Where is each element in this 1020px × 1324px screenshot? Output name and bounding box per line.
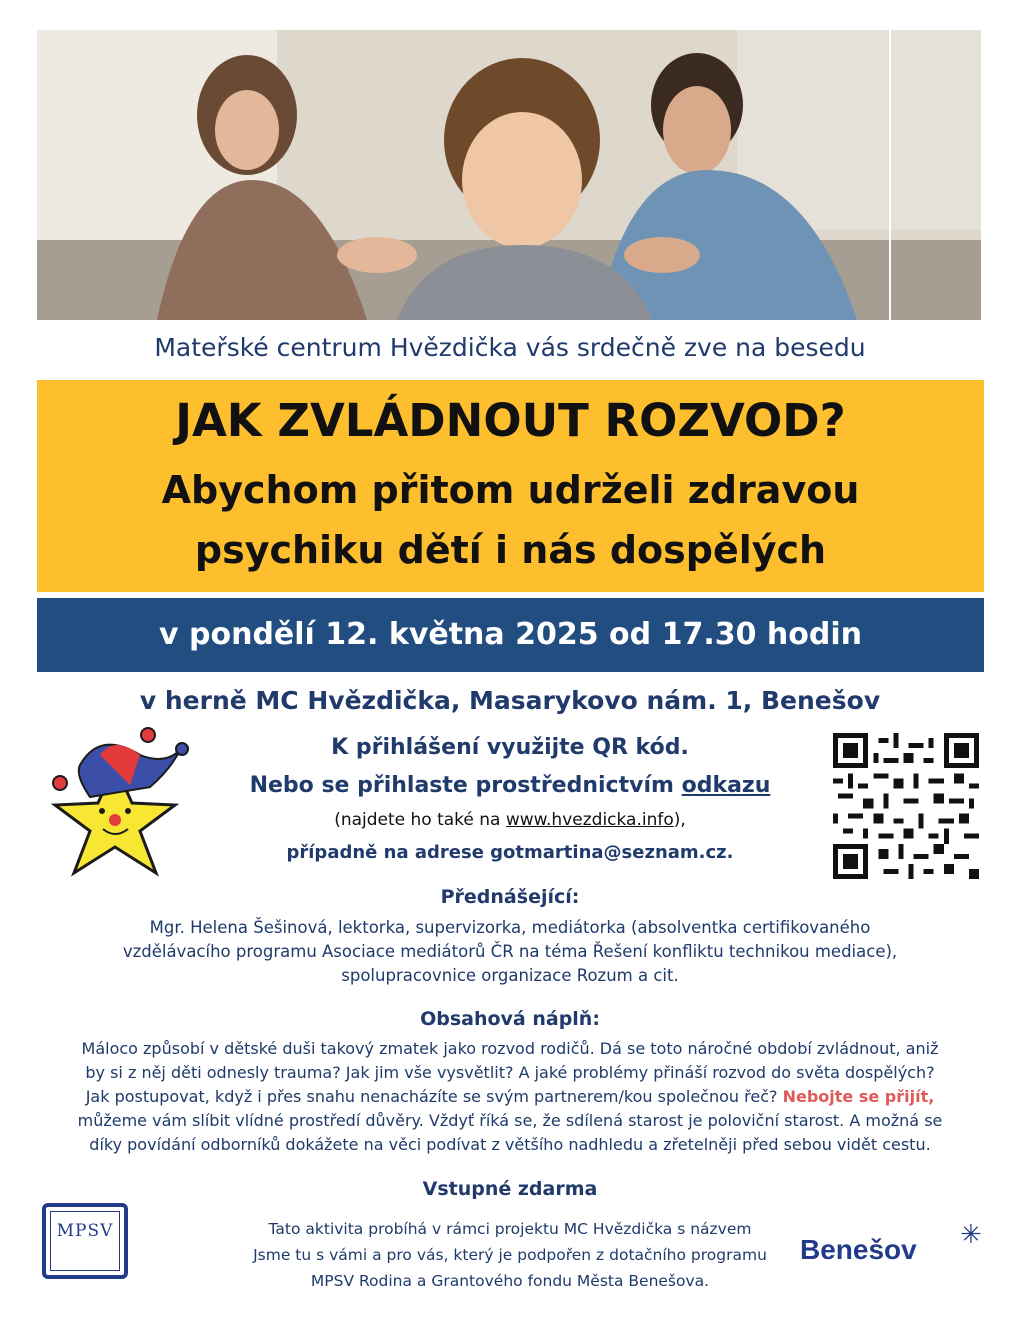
lecturer-description: Mgr. Helena Šešinová, lektorka, supervizorka, mediátorka (absolventka certifikovaného vzdělávacího programu Asociace mediátorů ČR na téma Řešení konfliktu technikou mediace), spolupracovnice organizace Rozum a cit. xyxy=(122,918,898,985)
benesov-logo: Benešov ✳ xyxy=(800,1220,982,1265)
headline-subtitle-line-1: Abychom přitom udrželi zdravou xyxy=(161,468,860,512)
website-note: (najdete ho také na www.hvezdicka.info), xyxy=(334,810,686,830)
star-icon: ✳ xyxy=(960,1220,982,1250)
lecturer-heading: Přednášející: xyxy=(440,886,580,908)
admission-note: Vstupné zdarma xyxy=(422,1178,598,1200)
footer-text: Tato aktivita probíhá v rámci projektu MC Hvězdička s názvem Jsme tu s vámi a pro vás, který je podpořen z dotačního programu MPSV Rodina a Grantového fondu Města Benešova. xyxy=(253,1220,767,1290)
headline-subtitle-line-2: psychiku dětí i nás dospělých xyxy=(194,528,827,572)
content-heading: Obsahová náplň: xyxy=(420,1008,600,1030)
hero-photo xyxy=(37,30,981,320)
link-instruction: Nebo se přihlaste prostřednictvím odkazu xyxy=(249,773,771,798)
headline-banner xyxy=(37,380,984,592)
mpsv-logo: MPSV xyxy=(42,1203,128,1279)
email-line: případně na adrese gotmartina@seznam.cz. xyxy=(286,842,734,863)
content-description: Máloco způsobí v dětské duši takový zmatek jako rozvod rodičů. Dá se toto náročné období zvládnout, aniž by si z něj děti odnesly trauma? Jak jim vše vysvětlit? A jaké problémy přináší rozvod do světa dospělých? Jak postupovat, když i přes snahu nenacházíte se svým partnerem/kou společnou řeč? Nebojte se přijít, můžeme vám slíbit vlídné prostředí důvěry. Vždyť říká se, že sdílená starost je poloviční starost. A možná se díky povídání odborníků dokážete na věci podívat z většího nadhledu a zřetelněji před sebou vidět cestu. xyxy=(77,1039,943,1154)
highlight-text: Nebojte se přijít, xyxy=(782,1087,935,1106)
invite-line: Mateřské centrum Hvězdička vás srdečně zve na besedu xyxy=(154,333,866,362)
hero-illustration xyxy=(37,30,981,320)
date-banner: v pondělí 12. května 2025 od 17.30 hodin xyxy=(37,598,984,672)
venue-line: v herně MC Hvězdička, Masarykovo nám. 1, Benešov xyxy=(139,686,881,715)
headline-title: JAK ZVLÁDNOUT ROZVOD? xyxy=(175,394,846,447)
website-link[interactable]: www.hvezdicka.info xyxy=(505,810,674,830)
headline-subtitle xyxy=(37,460,984,580)
registration-link[interactable]: odkazu xyxy=(681,773,771,798)
qr-instruction: K přihlášení využijte QR kód. xyxy=(331,735,689,760)
